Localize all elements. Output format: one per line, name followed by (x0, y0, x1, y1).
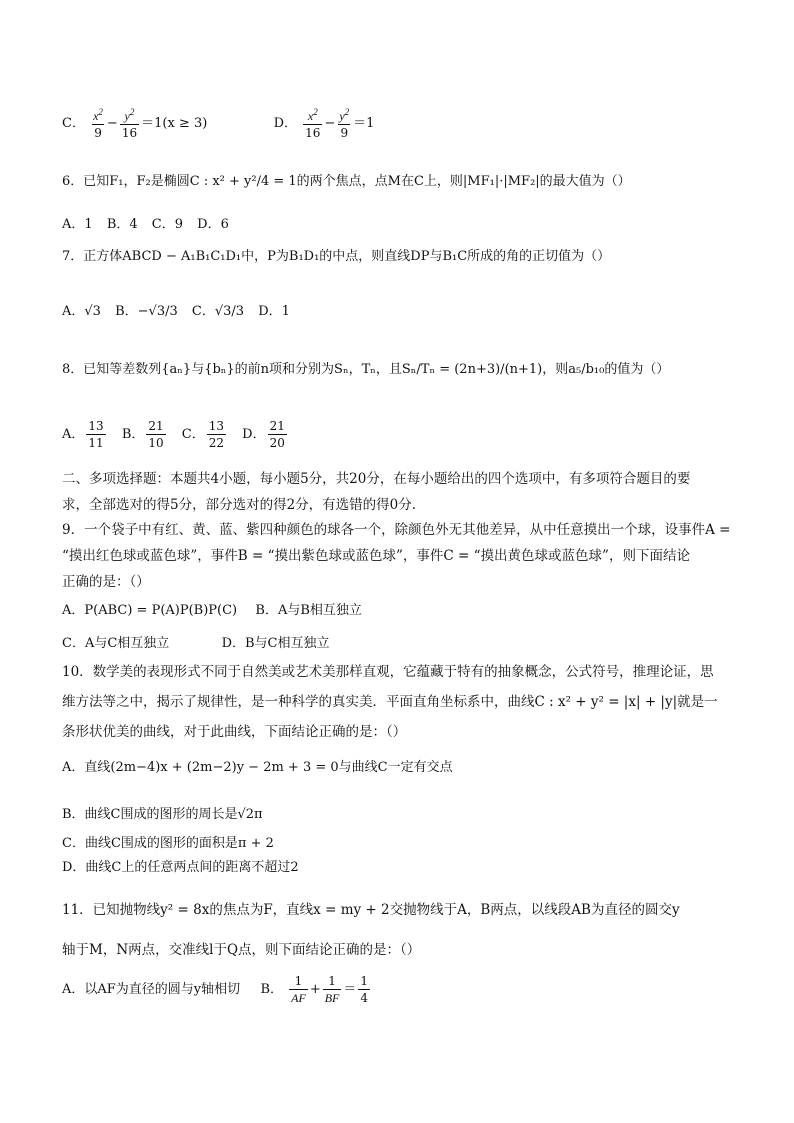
q6-options (62, 215, 239, 235)
section2-line2: 求，全部选对的得5分，部分选对的得2分，有选错的得0分. (62, 497, 417, 513)
q8-c-den: 22 (208, 436, 225, 450)
q7-option-d: D．1 (258, 304, 290, 319)
q8-option-d (242, 420, 289, 449)
q7-stem: 7．正方体ABCD − A₁B₁C₁D₁中，P为B₁D₁的中点，则直线DP与B₁C所成的角的正切值为（） (62, 249, 611, 264)
q5-c-frac2: $\frac{y^2}{16}$ (121, 107, 138, 140)
q8-a-frac (86, 420, 105, 449)
q5-option-c: C． $\frac{x^2}{9}$ − $\frac{y^2}{16}$ ＝1(x ≥ 3) (62, 107, 208, 140)
q7-option-b: B．−√3/3 (115, 304, 178, 319)
section2-line1: 二、多项选择题：本题共4小题，每小题5分，共20分，在每小题给出的四个选项中，有多项符合题目的要 (62, 471, 691, 487)
q5-d-frac1: $\frac{x^2}{16}$ (305, 107, 321, 140)
q10-line3: 条形状优美的曲线，对于此曲线，下面结论正确的是：（） (62, 724, 407, 740)
q6-stem: 6．已知F₁，F₂是椭圆C : x² + y²/4 = 1的两个焦点，点M在C上，则|MF₁|·|MF₂|的最大值为（） (62, 174, 631, 189)
q8-option-c (182, 420, 228, 449)
q11-line2: 轴于M，N两点，交准线l于Q点，则下面结论正确的是：（） (62, 942, 421, 958)
q10-option-a: A．直线(2m−4)x + (2m−2)y − 2m + 3 = 0与曲线C一定有交点 (62, 760, 453, 775)
q11-option-a: A．以AF为直径的圆与y轴相切 (62, 982, 241, 997)
q9-option-a: A．P(ABC) = P(A)P(B)P(C) (62, 603, 238, 618)
q5-option-d: D． $\frac{x^2}{16}$ − $\frac{y^2}{9}$ ＝1 (273, 107, 375, 140)
q5-c-frac1: $\frac{x^2}{9}$ (93, 107, 103, 140)
q8-d-label: D． (242, 427, 266, 442)
q8-c-num: 13 (208, 419, 225, 433)
q5-d-frac2: $\frac{y^2}{9}$ (339, 107, 350, 140)
q11-stem (62, 890, 734, 970)
q7-options (62, 302, 300, 322)
q8-option-b (122, 420, 168, 449)
q7-option-c: C．√3/3 (191, 304, 245, 319)
q10-line2: 维方法等之中，揭示了规律性，是一种科学的真实美．平面直角坐标系中，曲线C : x² + y² = |x| + |y|就是一 (62, 694, 718, 710)
q11-b-equals: ＝ (343, 982, 357, 997)
q9-option-c: C．A与C相互独立 (62, 636, 170, 651)
q5-c-tail: ＝1(x ≥ 3) (141, 116, 208, 131)
section2-instructions (62, 466, 734, 518)
q11-b-label: B． (260, 982, 283, 997)
q8-c-frac (207, 420, 226, 449)
q11-line1: 11．已知抛物线y² = 8x的焦点为F，直线x = my + 2交抛物线于A，B两点，以线段AB为直径的圆交y (62, 902, 680, 918)
q8-b-frac (146, 420, 165, 449)
q9-options-cd (62, 634, 330, 654)
q8-b-den: 10 (148, 436, 164, 450)
q8-c-label: C． (181, 427, 205, 442)
q5-d-label: D． (273, 116, 298, 131)
q9-stem (62, 517, 734, 595)
q6-option-c: C．9 (151, 217, 183, 232)
q9-option-d: D．B与C相互独立 (221, 636, 330, 651)
q7-option-a: A．√3 (62, 304, 101, 319)
q9-option-b: B．A与B相互独立 (255, 603, 362, 618)
q6-option-d: D．6 (197, 217, 229, 232)
q8-a-label: A． (62, 427, 85, 442)
q8-b-num: 21 (148, 419, 164, 433)
q10-option-c: C．曲线C围成的图形的面积是π + 2 (62, 836, 274, 851)
q11-option-b: B． $\frac{1}{AF}$ + $\frac{1}{BF}$ ＝ $\frac{1}{4}$ (260, 974, 369, 1005)
q5-d-tail: ＝1 (353, 116, 375, 131)
q8-d-den: 20 (269, 436, 285, 450)
q10-option-b: B．曲线C围成的图形的周长是√2π (62, 807, 263, 822)
q11-b-frac3: $\frac{1}{4}$ (360, 974, 369, 1005)
q8-d-num: 21 (269, 419, 285, 433)
q8-a-num: 13 (88, 419, 104, 433)
q11-b-frac1: $\frac{1}{AF}$ (291, 974, 306, 1005)
q6-option-b: B．4 (106, 217, 138, 232)
q8-option-a (62, 420, 108, 449)
q8-a-den: 11 (88, 436, 104, 450)
q8-d-frac (268, 420, 287, 449)
q8-stem: 8．已知等差数列{aₙ}与{bₙ}的前n项和分别为Sₙ，Tₙ，且Sₙ/Tₙ = (2n+3)/(n+1)，则a₅/b₁₀的值为（） (62, 362, 670, 377)
q10-stem (62, 657, 734, 747)
q6-option-a: A．1 (62, 217, 93, 232)
q10-line1: 10．数学美的表现形式不同于自然美或艺术美那样直观，它蕴藏于特有的抽象概念，公式符号，推理论证，思 (62, 664, 714, 680)
q9-line1: 9．一个袋子中有红、黄、蓝、紫四种颜色的球各一个，除颜色外无其他差异，从中任意摸出一个球，设事件A = (62, 522, 731, 538)
q9-options-ab (62, 600, 362, 622)
q10-option-d: D．曲线C上的任意两点间的距离不超过2 (62, 860, 299, 875)
q8-b-label: B． (121, 427, 145, 442)
q11-options (62, 975, 372, 1005)
q5-c-label: C． (62, 116, 85, 131)
q9-line3: 正确的是：（） (62, 574, 150, 590)
q8-options (62, 420, 299, 449)
q5-options-row (62, 108, 374, 139)
q9-line2: “摸出红色球或蓝色球”，事件B = “摸出紫色球或蓝色球”，事件C = “摸出黄色球或蓝色球”，则下面结论 (62, 548, 690, 564)
q11-b-frac2: $\frac{1}{BF}$ (324, 974, 340, 1005)
